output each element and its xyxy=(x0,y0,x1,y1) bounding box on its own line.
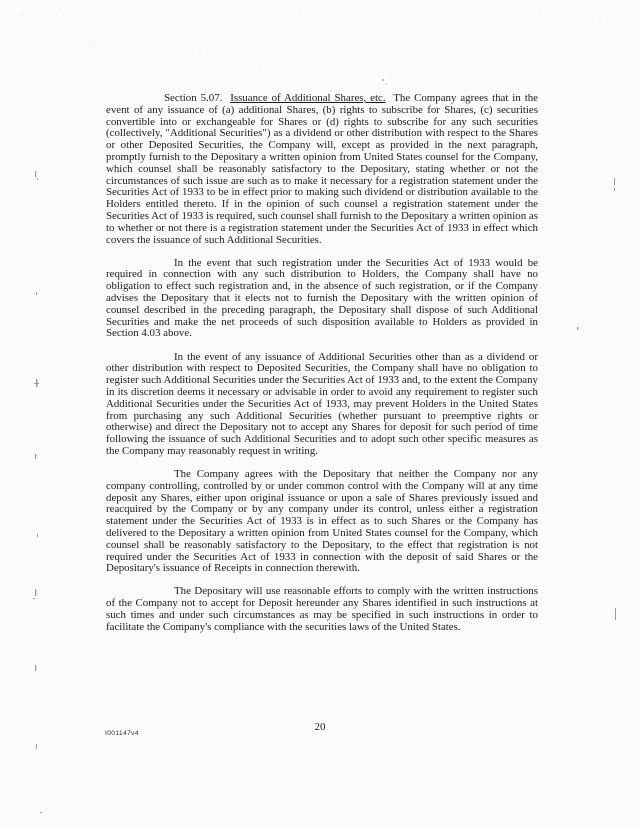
paragraph-5: The Depositary will use reasonable efforts to comply with the written instructions of the Company not to accept for Deposit hereunder any Shares identified in such instructions at such times and under such circumstances as may be specified in such instructions in order to facilitate the Company's compliance with the securities laws of the United States. xyxy=(106,585,538,633)
paragraph-1 xyxy=(106,93,538,246)
paragraph-1-text: The Company agrees that in the event of any issuance of (a) additional Shares, (b) rights to subscribe for Shares, (c) securities convertible into or exchangeable for Shares or (d) rights to subscribe for any such securities (collectively, "Additional Securities") as a dividend or other distribution with respect to the Shares or other Deposited Securities, the Company will, except as provided in the next paragraph, promptly furnish to the Depositary a written opinion from United States counsel for the Company, which counsel shall be reasonably satisfactory to the Depositary, stating whether or not the circumstances of such issue are such as to make it necessary for a registration statement under the Securities Act of 1933 to be in effect prior to making such dividend or distribution available to the Holders entitled thereto. If in the opinion of such counsel a registration statement under the Securities Act of 1933 is required, such counsel shall furnish to the Depositary a written opinion as to whether or not there is a registration statement under the Securities Act of 1933 in effect which covers the issuance of such Additional Securities. xyxy=(106,92,539,246)
paragraph-3: In the event of any issuance of Additional Securities other than as a dividend or other distribution with respect to Deposited Securities, the Company shall have no obligation to register such Additional Securities under the Securities Act of 1933 and, to the extent the Company in its discretion deems it necessary or advisable in order to avoid any requirement to register such Additional Securities under the Securities Act of 1933, may prevent Holders in the United States from purchasing any such Additional Securities (whether pursuant to preemptive rights or otherwise) and direct the Depositary not to accept any Shares for deposit for such period of time following the issuance of such Additional Securities and to adopt such other specific measures as the Company may reasonably request in writing. xyxy=(106,350,538,457)
section-title: Issuance of Additional Shares, etc. xyxy=(230,92,386,104)
section-number: Section 5.07. xyxy=(164,92,223,104)
page-number: 20 xyxy=(314,721,326,733)
paragraph-4: The Company agrees with the Depositary that neither the Company nor any company controlling, controlled by or under common control with the Company will at any time deposit any Shares, either upon original issuance or upon a sale of Shares previously issued and reacquired by the Company or by any company under its control, unless either a registration statement under the Securities Act of 1933 is in effect as to such Shares or the Company has delivered to the Depositary a written opinion from United States counsel for the Company, which counsel shall be reasonably satisfactory to the Depositary, to the effect that registration is not required under the Securities Act of 1933 in connection with the deposit of said Shares or the Depositary's issuance of Receipts in connection therewith. xyxy=(106,468,538,575)
paragraph-2: In the event that such registration under the Securities Act of 1933 would be required in connection with any such distribution to Holders, the Company shall have no obligation to effect such registration and, in the absence of such registration, or if the Company advises the Depositary that it elects not to furnish the Depositary with the written opinion of counsel described in the preceding paragraph, the Depositary shall dispose of such Additional Securities and make the net proceeds of such disposition available to Holders as provided in Section 4.03 above. xyxy=(106,256,538,340)
section-body xyxy=(106,93,538,645)
document-id: I001147v4 xyxy=(105,730,139,737)
